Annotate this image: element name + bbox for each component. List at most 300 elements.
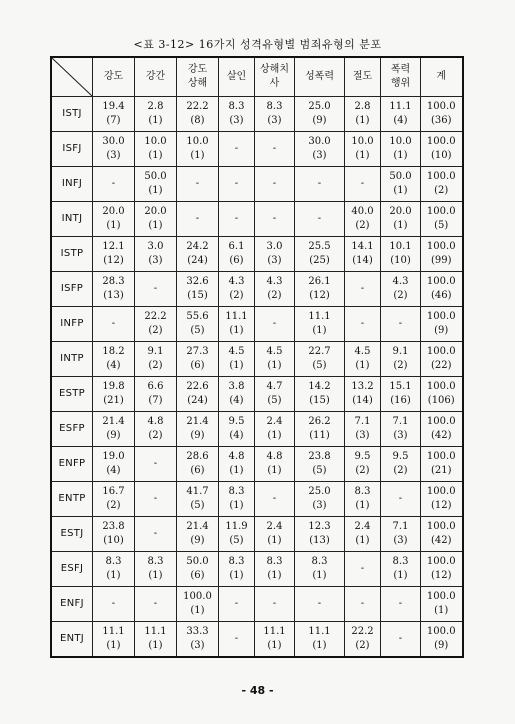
table-row xyxy=(51,412,463,447)
data-cell xyxy=(295,132,345,167)
data-cell xyxy=(295,202,345,237)
data-cell xyxy=(255,97,295,132)
cell-percent: 21.4 xyxy=(186,416,209,427)
cell-percent: 55.6 xyxy=(186,311,209,322)
cell-count: (42) xyxy=(430,430,452,441)
crime-type-table xyxy=(50,56,464,658)
cell-percent: 9.5 xyxy=(228,416,245,427)
data-cell xyxy=(295,447,345,482)
data-cell xyxy=(177,307,219,342)
cell-percent: 9.5 xyxy=(354,451,371,462)
data-cell xyxy=(295,272,345,307)
data-cell xyxy=(93,482,135,517)
data-cell xyxy=(255,587,295,622)
cell-count: (12) xyxy=(309,290,330,301)
cell-count: (5) xyxy=(434,220,449,231)
cell-count: (1) xyxy=(148,220,163,231)
cell-percent: 28.3 xyxy=(102,276,125,287)
data-cell xyxy=(219,272,255,307)
cell-percent: 50.0 xyxy=(144,171,167,182)
cell-percent: 9.1 xyxy=(392,346,409,357)
cell-count: (1) xyxy=(267,640,282,651)
data-cell xyxy=(381,587,421,622)
table-row xyxy=(51,97,463,132)
cell-percent: 12.1 xyxy=(102,241,125,252)
data-cell xyxy=(345,622,381,658)
data-cell xyxy=(421,552,463,587)
data-cell xyxy=(135,622,177,658)
header-row xyxy=(51,57,463,97)
cell-percent: 9.5 xyxy=(392,451,409,462)
cell-count: (3) xyxy=(267,115,282,126)
cell-percent: - xyxy=(234,598,239,609)
data-cell xyxy=(421,412,463,447)
data-cell xyxy=(135,377,177,412)
cell-count: (2) xyxy=(229,290,244,301)
column-header: 강도 xyxy=(93,57,135,97)
cell-count: (2) xyxy=(434,185,449,196)
cell-count: (1) xyxy=(312,570,327,581)
cell-percent: - xyxy=(272,143,277,154)
cell-count: (1) xyxy=(393,220,408,231)
cell-percent: 32.6 xyxy=(186,276,209,287)
cell-count: (21) xyxy=(103,395,124,406)
data-cell xyxy=(255,377,295,412)
cell-percent: 4.3 xyxy=(228,276,245,287)
cell-count: (1) xyxy=(148,185,163,196)
cell-percent: 4.8 xyxy=(266,451,283,462)
cell-percent: 7.1 xyxy=(392,416,409,427)
cell-count: (1) xyxy=(267,535,282,546)
data-cell xyxy=(255,412,295,447)
cell-count: (3) xyxy=(106,150,121,161)
cell-percent: 8.3 xyxy=(105,556,122,567)
cell-percent: - xyxy=(234,633,239,644)
data-cell xyxy=(421,97,463,132)
cell-percent: 21.4 xyxy=(186,521,209,532)
cell-count: (2) xyxy=(355,465,370,476)
data-cell xyxy=(177,272,219,307)
cell-count: (13) xyxy=(309,535,330,546)
cell-count: (1) xyxy=(312,640,327,651)
data-cell xyxy=(345,202,381,237)
cell-percent: 8.3 xyxy=(228,101,245,112)
cell-count: (4) xyxy=(229,395,244,406)
row-type-label: ISFP xyxy=(51,272,93,307)
cell-percent: 30.0 xyxy=(102,136,125,147)
data-cell xyxy=(345,237,381,272)
data-cell xyxy=(255,237,295,272)
data-cell xyxy=(421,307,463,342)
data-cell xyxy=(219,342,255,377)
cell-percent: 4.5 xyxy=(354,346,371,357)
cell-percent: 50.0 xyxy=(389,171,412,182)
row-type-label: INTP xyxy=(51,342,93,377)
data-cell xyxy=(381,482,421,517)
data-cell xyxy=(219,97,255,132)
data-cell xyxy=(177,202,219,237)
cell-count: (7) xyxy=(106,115,121,126)
data-cell xyxy=(135,132,177,167)
cell-count: (3) xyxy=(393,430,408,441)
cell-percent: - xyxy=(195,178,200,189)
data-cell xyxy=(93,377,135,412)
cell-count: (3) xyxy=(190,640,205,651)
cell-percent: - xyxy=(398,493,403,504)
cell-percent: 14.1 xyxy=(351,241,374,252)
cell-count: (1) xyxy=(106,640,121,651)
cell-count: (5) xyxy=(312,465,327,476)
cell-count: (2) xyxy=(355,220,370,231)
cell-percent: 10.1 xyxy=(389,241,412,252)
cell-percent: 19.8 xyxy=(102,381,125,392)
cell-count: (1) xyxy=(355,150,370,161)
column-header: 강간 xyxy=(135,57,177,97)
row-type-label: INFP xyxy=(51,307,93,342)
cell-percent: - xyxy=(153,458,158,469)
data-cell xyxy=(177,377,219,412)
data-cell xyxy=(219,622,255,658)
cell-percent: - xyxy=(111,178,116,189)
cell-count: (4) xyxy=(106,465,121,476)
data-cell xyxy=(381,202,421,237)
data-cell xyxy=(135,482,177,517)
cell-count: (1) xyxy=(355,360,370,371)
column-header: 강도 상해 xyxy=(177,57,219,97)
table-body xyxy=(51,97,463,658)
row-type-label: ENTP xyxy=(51,482,93,517)
cell-count: (1) xyxy=(312,325,327,336)
table-row xyxy=(51,552,463,587)
data-cell xyxy=(381,132,421,167)
cell-percent: - xyxy=(153,283,158,294)
cell-percent: 4.3 xyxy=(266,276,283,287)
cell-percent: 11.9 xyxy=(225,521,248,532)
cell-percent: - xyxy=(195,213,200,224)
data-cell xyxy=(381,447,421,482)
cell-percent: 26.1 xyxy=(308,276,331,287)
data-cell xyxy=(93,307,135,342)
cell-count: (22) xyxy=(430,360,452,371)
cell-count: (1) xyxy=(148,640,163,651)
table-row xyxy=(51,482,463,517)
data-cell xyxy=(295,552,345,587)
data-cell xyxy=(255,202,295,237)
cell-percent: 22.2 xyxy=(351,626,374,637)
data-cell xyxy=(421,377,463,412)
cell-percent: - xyxy=(317,598,322,609)
data-cell xyxy=(295,307,345,342)
table-row xyxy=(51,342,463,377)
cell-percent: - xyxy=(153,493,158,504)
data-cell xyxy=(135,307,177,342)
cell-percent: 3.0 xyxy=(147,241,164,252)
table-row xyxy=(51,377,463,412)
column-header: 계 xyxy=(421,57,463,97)
cell-count: (13) xyxy=(103,290,124,301)
data-cell xyxy=(421,447,463,482)
data-cell xyxy=(255,307,295,342)
cell-percent: - xyxy=(272,598,277,609)
table-row xyxy=(51,587,463,622)
cell-percent: 41.7 xyxy=(186,486,209,497)
cell-count: (2) xyxy=(393,360,408,371)
cell-count: (21) xyxy=(430,465,452,476)
cell-percent: 10.0 xyxy=(186,136,209,147)
cell-percent: 10.0 xyxy=(389,136,412,147)
cell-percent: 4.8 xyxy=(228,451,245,462)
cell-percent: - xyxy=(153,528,158,539)
data-cell xyxy=(381,237,421,272)
data-cell xyxy=(421,202,463,237)
cell-count: (9) xyxy=(312,115,327,126)
cell-percent: 3.0 xyxy=(266,241,283,252)
data-cell xyxy=(381,552,421,587)
cell-percent: 11.1 xyxy=(144,626,167,637)
cell-count: (14) xyxy=(352,255,373,266)
cell-count: (3) xyxy=(312,150,327,161)
cell-count: (10) xyxy=(103,535,124,546)
cell-count: (4) xyxy=(106,360,121,371)
cell-count: (1) xyxy=(229,570,244,581)
cell-count: (2) xyxy=(148,325,163,336)
cell-percent: 7.1 xyxy=(354,416,371,427)
cell-count: (1) xyxy=(148,115,163,126)
data-cell xyxy=(135,272,177,307)
cell-percent: 24.2 xyxy=(186,241,209,252)
row-type-label: ENTJ xyxy=(51,622,93,658)
data-cell xyxy=(345,587,381,622)
cell-percent: - xyxy=(111,318,116,329)
table-row xyxy=(51,307,463,342)
cell-count: (99) xyxy=(430,255,452,266)
cell-count: (9) xyxy=(106,430,121,441)
cell-count: (1) xyxy=(355,535,370,546)
row-type-label: ISTJ xyxy=(51,97,93,132)
cell-percent: 26.2 xyxy=(308,416,331,427)
data-cell xyxy=(345,342,381,377)
data-cell xyxy=(421,517,463,552)
data-cell xyxy=(177,447,219,482)
cell-percent: 100.0 xyxy=(426,486,456,497)
cell-percent: 6.6 xyxy=(147,381,164,392)
data-cell xyxy=(219,552,255,587)
data-cell xyxy=(345,307,381,342)
cell-count: (1) xyxy=(148,150,163,161)
cell-count: (11) xyxy=(309,430,330,441)
data-cell xyxy=(219,587,255,622)
cell-percent: 100.0 xyxy=(183,591,212,602)
cell-percent: 10.0 xyxy=(144,136,167,147)
cell-percent: 100.0 xyxy=(426,521,456,532)
cell-percent: 2.4 xyxy=(266,521,283,532)
cell-count: (3) xyxy=(312,500,327,511)
row-type-label: ISTP xyxy=(51,237,93,272)
cell-percent: - xyxy=(234,143,239,154)
cell-percent: 100.0 xyxy=(426,276,456,287)
row-type-label: ENFP xyxy=(51,447,93,482)
data-cell xyxy=(219,132,255,167)
data-cell xyxy=(93,517,135,552)
data-cell xyxy=(295,237,345,272)
data-cell xyxy=(177,97,219,132)
data-cell xyxy=(135,97,177,132)
cell-count: (9) xyxy=(434,325,449,336)
cell-percent: - xyxy=(272,493,277,504)
data-cell xyxy=(421,622,463,658)
cell-percent: 8.3 xyxy=(228,556,245,567)
data-cell xyxy=(345,272,381,307)
data-cell xyxy=(345,132,381,167)
table-row xyxy=(51,237,463,272)
cell-count: (3) xyxy=(393,535,408,546)
cell-count: (5) xyxy=(190,500,205,511)
data-cell xyxy=(345,517,381,552)
cell-percent: 22.2 xyxy=(144,311,167,322)
cell-count: (24) xyxy=(187,395,208,406)
table-row xyxy=(51,167,463,202)
data-cell xyxy=(295,377,345,412)
data-cell xyxy=(93,552,135,587)
data-cell xyxy=(135,202,177,237)
data-cell xyxy=(219,377,255,412)
cell-percent: 13.2 xyxy=(351,381,374,392)
cell-percent: 11.1 xyxy=(102,626,125,637)
row-type-label: ESFJ xyxy=(51,552,93,587)
data-cell xyxy=(421,167,463,202)
cell-percent: 100.0 xyxy=(426,556,456,567)
cell-percent: 100.0 xyxy=(426,381,456,392)
cell-count: (1) xyxy=(106,570,121,581)
cell-percent: - xyxy=(360,283,365,294)
data-cell xyxy=(255,167,295,202)
cell-percent: - xyxy=(360,178,365,189)
cell-percent: 4.7 xyxy=(266,381,283,392)
data-cell xyxy=(177,622,219,658)
data-cell xyxy=(295,482,345,517)
cell-count: (3) xyxy=(267,255,282,266)
cell-percent: - xyxy=(153,598,158,609)
cell-percent: - xyxy=(234,178,239,189)
data-cell xyxy=(135,517,177,552)
cell-percent: - xyxy=(360,318,365,329)
cell-count: (6) xyxy=(190,570,205,581)
cell-percent: - xyxy=(234,213,239,224)
data-cell xyxy=(255,517,295,552)
cell-count: (5) xyxy=(190,325,205,336)
data-cell xyxy=(255,552,295,587)
table-row xyxy=(51,272,463,307)
table-row xyxy=(51,622,463,658)
cell-percent: - xyxy=(398,318,403,329)
row-type-label: ENFJ xyxy=(51,587,93,622)
cell-count: (1) xyxy=(393,150,408,161)
data-cell xyxy=(255,342,295,377)
cell-count: (8) xyxy=(190,115,205,126)
data-cell xyxy=(93,202,135,237)
cell-count: (2) xyxy=(355,640,370,651)
data-cell xyxy=(421,342,463,377)
data-cell xyxy=(255,622,295,658)
row-type-label: ESFP xyxy=(51,412,93,447)
data-cell xyxy=(219,307,255,342)
data-cell xyxy=(345,412,381,447)
data-cell xyxy=(381,307,421,342)
data-cell xyxy=(295,517,345,552)
cell-percent: 20.0 xyxy=(144,206,167,217)
table-row xyxy=(51,202,463,237)
data-cell xyxy=(177,412,219,447)
cell-count: (4) xyxy=(229,430,244,441)
data-cell xyxy=(177,237,219,272)
data-cell xyxy=(295,412,345,447)
cell-count: (2) xyxy=(106,500,121,511)
cell-percent: 11.1 xyxy=(308,311,331,322)
data-cell xyxy=(93,587,135,622)
cell-count: (1) xyxy=(267,430,282,441)
cell-count: (12) xyxy=(430,570,452,581)
cell-percent: 20.0 xyxy=(389,206,412,217)
data-cell xyxy=(219,167,255,202)
cell-count: (1) xyxy=(267,360,282,371)
cell-count: (106) xyxy=(427,395,455,406)
cell-percent: - xyxy=(272,318,277,329)
cell-percent: 7.1 xyxy=(392,521,409,532)
cell-percent: 20.0 xyxy=(102,206,125,217)
data-cell xyxy=(381,517,421,552)
data-cell xyxy=(381,272,421,307)
cell-percent: 33.3 xyxy=(186,626,209,637)
data-cell xyxy=(177,132,219,167)
column-header: 살인 xyxy=(219,57,255,97)
data-cell xyxy=(421,482,463,517)
cell-percent: 23.8 xyxy=(102,521,125,532)
cell-percent: 4.3 xyxy=(392,276,409,287)
cell-percent: 50.0 xyxy=(186,556,209,567)
data-cell xyxy=(93,97,135,132)
data-cell xyxy=(93,272,135,307)
table-row xyxy=(51,447,463,482)
cell-count: (1) xyxy=(229,325,244,336)
data-cell xyxy=(177,587,219,622)
cell-count: (4) xyxy=(393,115,408,126)
cell-percent: 100.0 xyxy=(426,241,456,252)
cell-count: (7) xyxy=(148,395,163,406)
cell-count: (1) xyxy=(434,605,449,616)
data-cell xyxy=(93,342,135,377)
cell-count: (5) xyxy=(267,395,282,406)
data-cell xyxy=(381,412,421,447)
data-cell xyxy=(219,447,255,482)
cell-count: (12) xyxy=(103,255,124,266)
cell-percent: 8.3 xyxy=(392,556,409,567)
cell-percent: 2.8 xyxy=(147,101,164,112)
cell-percent: 22.6 xyxy=(186,381,209,392)
cell-count: (5) xyxy=(312,360,327,371)
cell-percent: 11.1 xyxy=(308,626,331,637)
cell-percent: 100.0 xyxy=(426,416,456,427)
data-cell xyxy=(135,412,177,447)
cell-percent: - xyxy=(360,598,365,609)
data-cell xyxy=(421,237,463,272)
cell-count: (15) xyxy=(187,290,208,301)
page-number: - 48 - xyxy=(241,684,274,697)
data-cell xyxy=(255,272,295,307)
data-cell xyxy=(135,167,177,202)
cell-percent: 2.4 xyxy=(266,416,283,427)
table-row xyxy=(51,132,463,167)
cell-percent: 8.3 xyxy=(354,486,371,497)
